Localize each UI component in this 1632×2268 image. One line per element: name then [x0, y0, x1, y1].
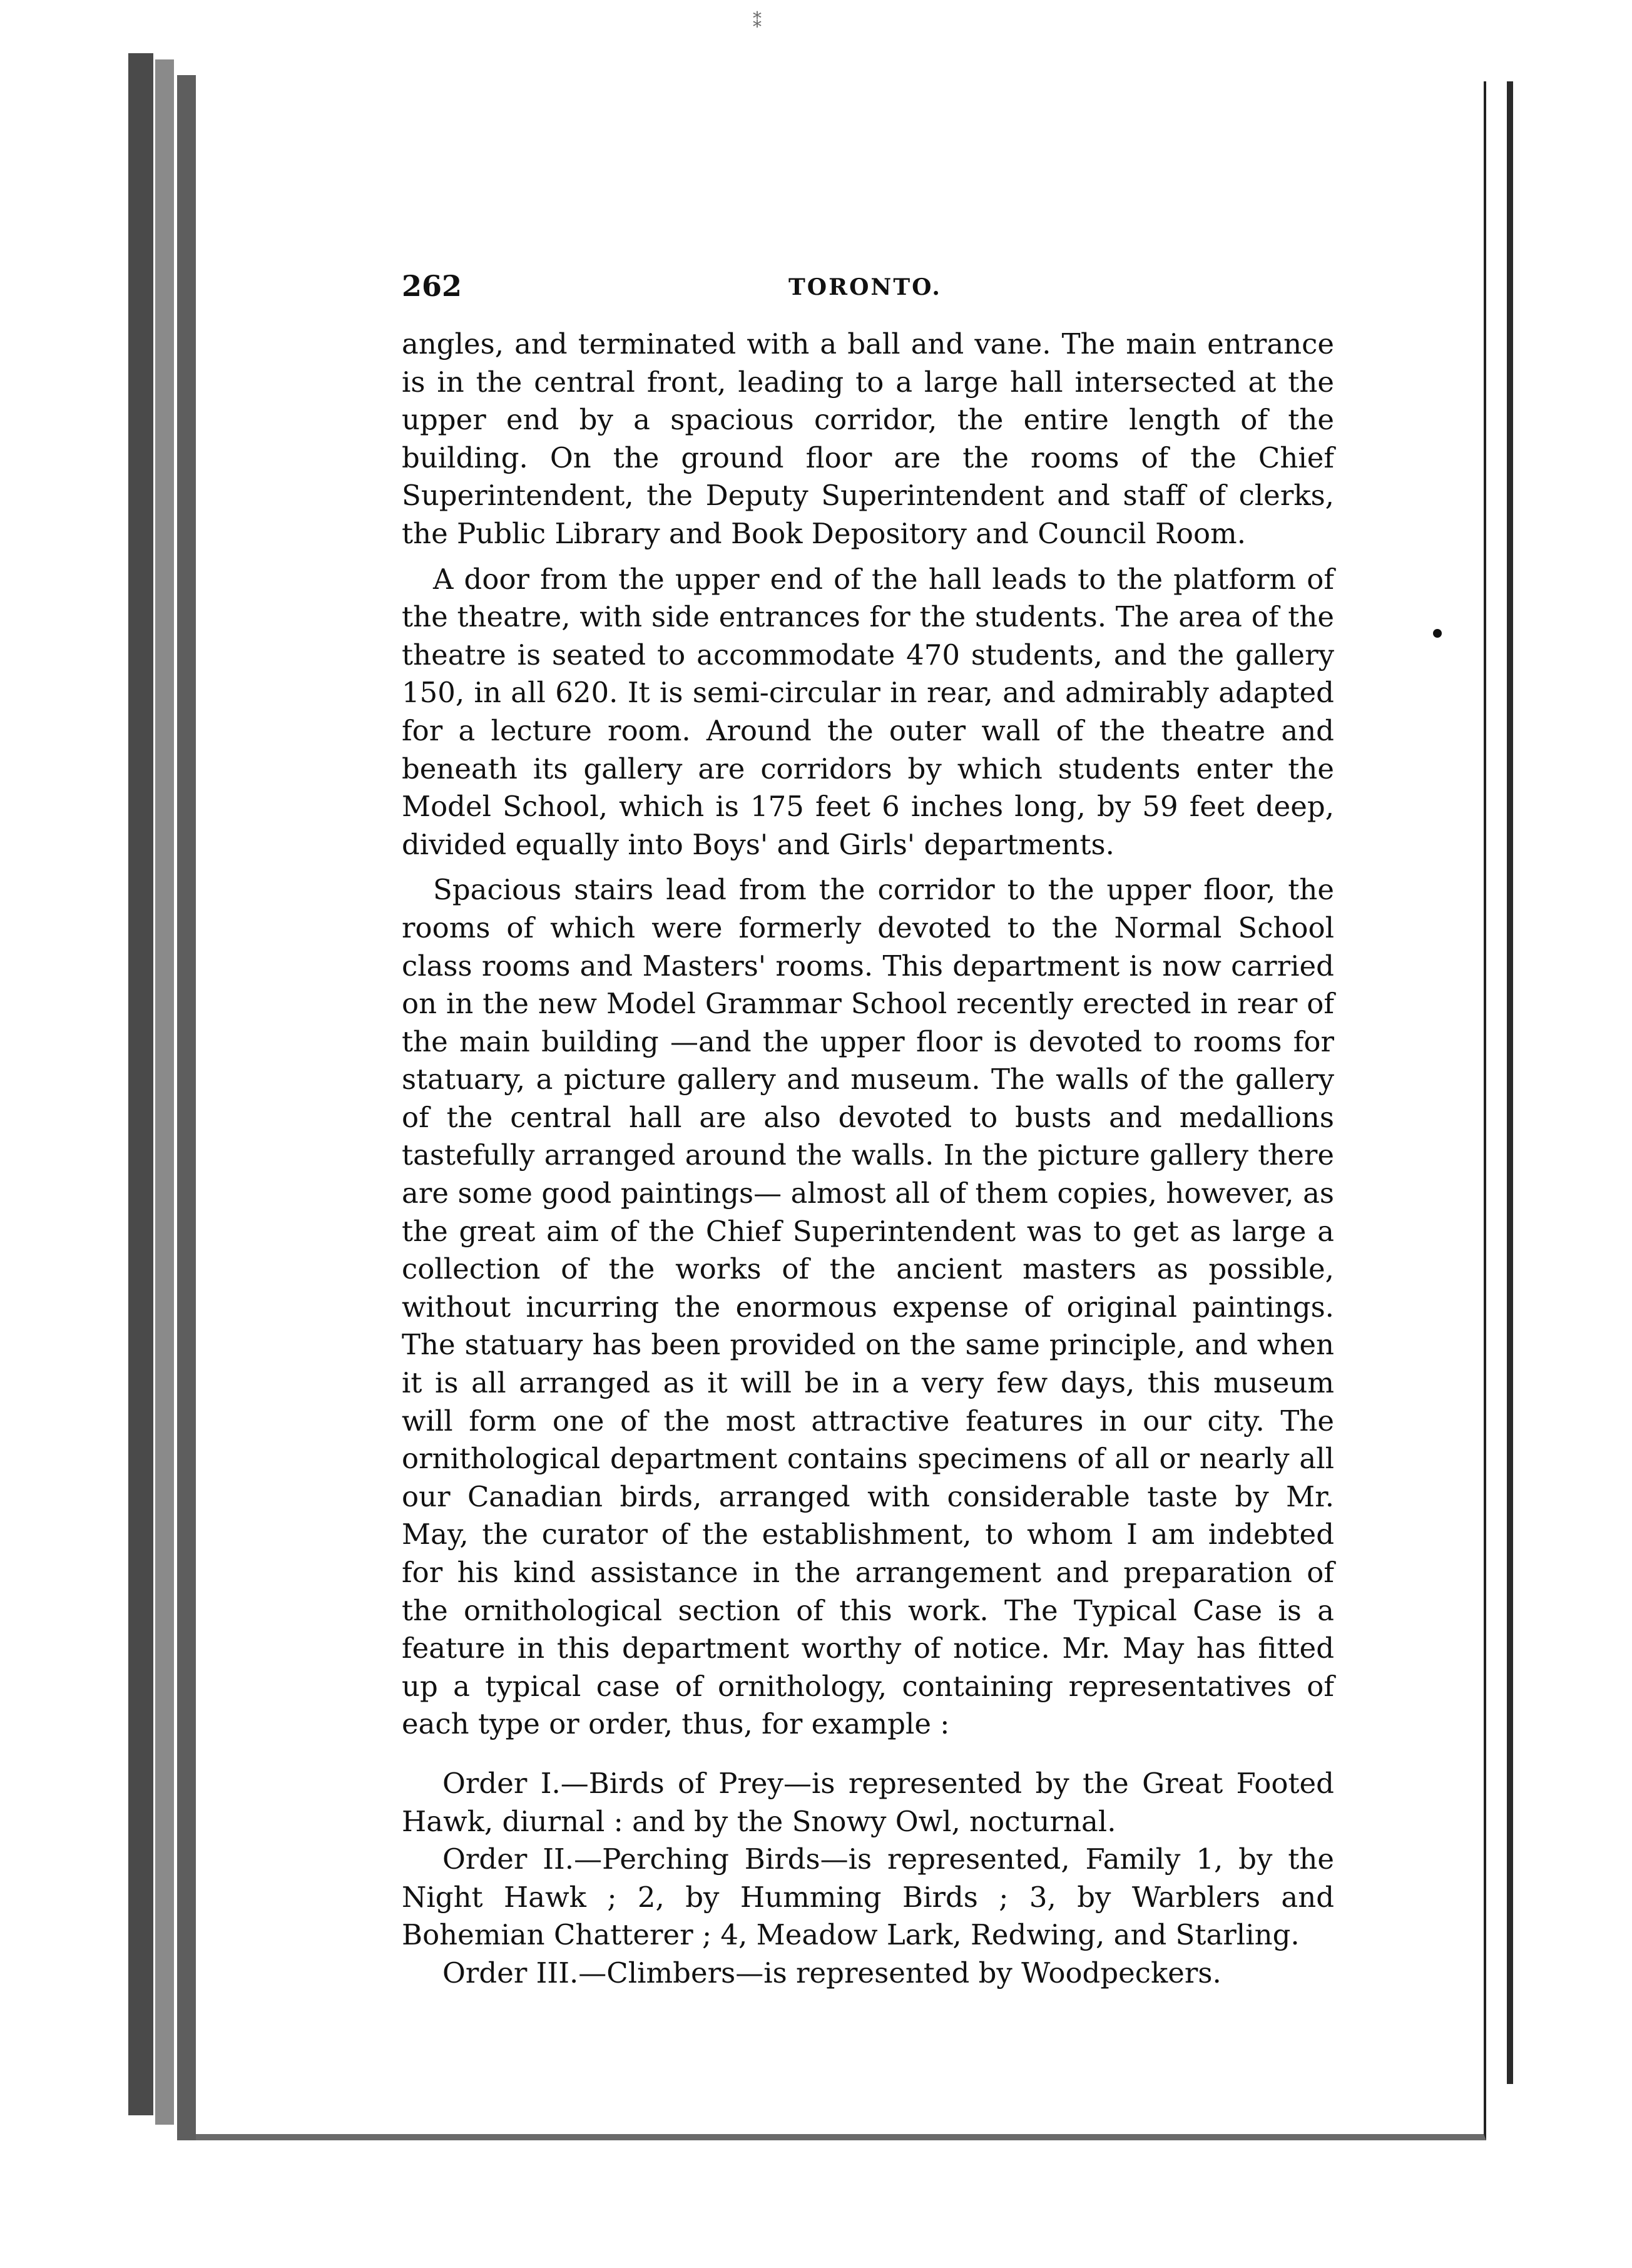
- page-number: 262: [402, 269, 462, 303]
- paragraph: Spacious stairs lead from the corridor to the upper floor, the rooms of which were formerly devoted to the Normal School class rooms and Masters' rooms. This department is now carried on in the new Model Grammar School recently erected in rear of the main building —and the upper floor is devoted to rooms for statuary, a picture gallery and museum. The walls of the gallery of the central hall are also devoted to busts and medallions tastefully arranged around the walls. In the picture gallery there are some good paintings— almost all of them copies, however, as the great aim of the Chief Superintendent was to get as large a collection of the works of the ancient masters as possible, without incurring the enormous expense of original paintings. The statuary has been provided on the same principle, and when it is all arranged as it will be in a very few days, this museum will form one of the most attractive features in our city. The ornithological department contains specimens of all or nearly all our Canadian birds, arranged with considerable taste by Mr. May, the curator of the establishment, to whom I am indebted for his kind assistance in the arrangement and preparation of the ornithological section of this work. The Typical Case is a feature in this department worthy of notice. Mr. May has fitted up a typical case of ornithology, containing representatives of each type or order, thus, for example :: [402, 873, 1334, 1741]
- page-stack-edge: [177, 75, 196, 2140]
- ink-speck: [1433, 629, 1442, 638]
- book-spine-shadow: [155, 59, 174, 2125]
- order-entry: Order I.—Birds of Prey—is represented by the Great Footed Hawk, diurnal : and by the Snowy Owl, nocturnal.: [402, 1766, 1334, 1838]
- paragraph: A door from the upper end of the hall leads to the platform of the theatre, with side entrances for the students. The area of the theatre is seated to accommodate 470 students, and the gallery 150, in all 620. It is semi-circular in rear, and admirably adapted for a lecture room. Around the outer wall of the theatre and beneath its gallery are corridors by which students enter the Model School, which is 175 feet 6 inches long, by 59 feet deep, divided equally into Boys' and Girls' departments.: [402, 562, 1334, 861]
- scan-mark: ⁑: [753, 11, 762, 32]
- order-entry: Order II.—Perching Birds—is represented, Family 1, by the Night Hawk ; 2, by Humming Birds ; 3, by Warblers and Bohemian Chatterer ; 4, Meadow Lark, Redwing, and Starling.: [402, 1842, 1334, 1952]
- running-head: TORONTO.: [788, 274, 942, 300]
- page-body: [402, 325, 1334, 1993]
- facing-page-edge: [1507, 81, 1513, 2084]
- paragraph: angles, and terminated with a ball and vane. The main entrance is in the central front, leading to a large hall intersected at the upper end by a spacious corridor, the entire length of the building. On the ground floor are the rooms of the Chief Superintendent, the Deputy Superintendent and staff of clerks, the Public Library and Book Depository and Council Room.: [402, 327, 1334, 550]
- page-header: [402, 269, 1334, 319]
- order-entry: Order III.—Climbers—is represented by Woodpeckers.: [442, 1956, 1221, 1990]
- book-binding-edge: [128, 53, 153, 2115]
